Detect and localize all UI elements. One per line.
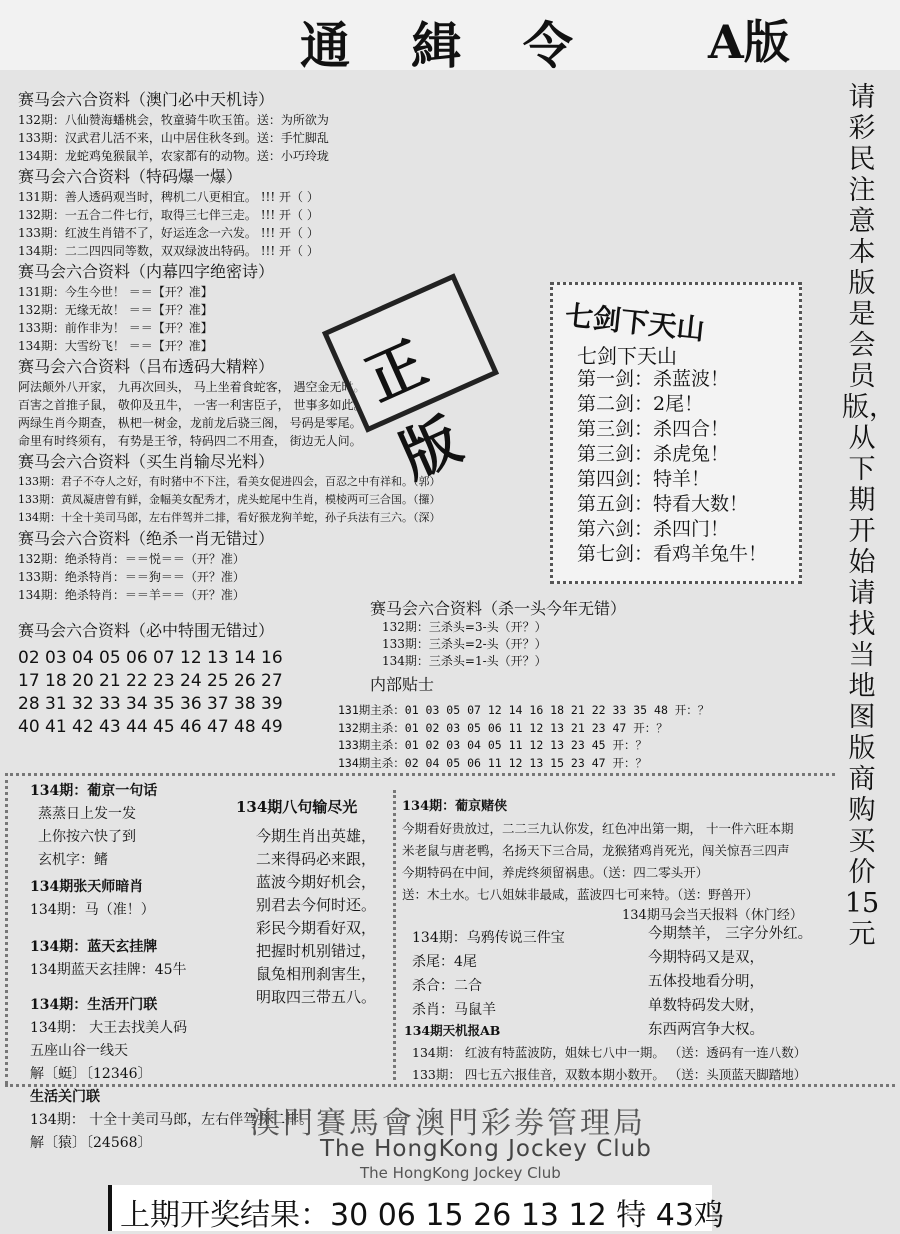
number-cell: 36 [180,694,202,714]
seven-swords-subtitle: 七剑下天山 [577,344,677,368]
bottom-mid-column [236,796,376,1009]
number-cell: 32 [72,694,94,714]
column-line: 把握时机别错过， [256,942,377,960]
column-line: 上你按六快了到 [38,829,136,845]
section-title: 赛马会六合资料（必中特围无错过） [18,621,275,640]
number-cell: 02 [18,648,40,668]
number-cell: 45 [153,717,175,737]
divider [5,773,8,1084]
org-name-en-echo: The HongKong Jockey Club [360,1164,561,1182]
number-row [18,647,288,670]
number-cell: 06 [126,648,148,668]
crow-line: 杀尾：4尾 [412,954,477,970]
number-cell: 13 [207,648,229,668]
column-line: 134期张天师暗肖 [30,879,144,895]
number-cell: 46 [180,717,202,737]
masthead-title: 通 緝 令 [300,17,595,75]
sword-line: 第三剑：杀四合！ [577,418,730,440]
section-title: 赛马会六合资料（特码爆一爆） [18,167,243,186]
section-title: 赛马会六合资料（内幕四字绝密诗） [18,262,275,281]
column-line: 解〔猿〕〔24568〕 [30,1135,152,1151]
section-line: 133期：绝杀特肖：＝＝狗＝＝（开？准） [18,570,245,584]
column-line: 明取四三带五八。 [256,988,377,1006]
column-title: 134期八句输尽光 [236,798,358,816]
number-cell: 37 [207,694,229,714]
column-line: 五座山谷一线天 [30,1043,128,1059]
column-line: 生活关门联 [30,1089,100,1105]
section-title: 赛马会六合资料（澳门必中天机诗） [18,90,275,109]
ab-section [404,1020,806,1086]
number-cell: 41 [45,717,67,737]
column-line: 今期生肖出英雄， [256,827,377,845]
number-row [18,716,288,739]
number-cell: 40 [18,717,40,737]
section-line: 132期：八仙赞海蟠桃会，牧童骑牛吹玉笛。送：为所欲为 [18,113,329,127]
report-line: 东西两宫争大权。 [648,1022,764,1038]
sword-line: 第一剑：杀蓝波！ [577,368,730,390]
inside-tips-lines [338,702,709,772]
number-cell: 47 [207,717,229,737]
inside-tips-title: 内部贴士 [370,675,435,694]
number-cell: 48 [234,717,256,737]
must-hit-section [18,618,288,739]
column-line: 134期蓝天玄挂牌：45牛 [30,962,187,978]
column-line: 134期：葡京一句话 [30,783,158,799]
column-line: 米老鼠与唐老鸭，名扬天下三合局，龙猴猪鸡肖死光，闯关惊吾三四声 [402,843,790,858]
number-cell: 12 [180,648,202,668]
seven-swords-box [550,282,802,584]
number-cell: 04 [72,648,94,668]
number-cell: 38 [234,694,256,714]
org-name-cn: 澳門賽馬會澳門彩劵管理局 [250,1106,646,1141]
number-cell: 05 [99,648,121,668]
sword-line: 第六剑：杀四门！ [577,518,730,540]
section-line: 133期：红波生肖错不了，好运连念一六发。 !!! 开（ ） [18,226,319,240]
number-cell: 23 [153,671,175,691]
number-cell: 31 [45,694,67,714]
section-line: 133期：汉武君儿活不来，山中居住秋冬到。送：手忙脚乱 [18,131,329,145]
number-cell: 24 [180,671,202,691]
vertical-notice: 请彩民注意本版是会员版，从下期开始请找当地图版商购买价15元 [842,82,896,950]
number-row [18,670,288,693]
column-line: 鼠兔相刑刹害生， [256,965,377,983]
section-line: 132期：一五合二件七行，取得三七伴三走。 !!! 开（ ） [18,208,319,222]
number-cell: 43 [99,717,121,737]
column-line: 玄机字：鳍 [38,852,108,868]
number-cell: 18 [45,671,67,691]
section-title: 赛马会六合资料（绝杀一肖无错过） [18,529,275,548]
ab-title: 134期天机报AB [404,1023,501,1038]
number-cell: 26 [234,671,256,691]
section-line: 134期：绝杀特肖：＝＝羊＝＝（开？准） [18,588,245,602]
section-line: 两绿生肖今期查， 枞杷一树金，龙前龙后骁三阁， 号码是零尾。 [18,416,362,430]
divider [5,773,835,776]
report-line: 今期特码又是双， [648,950,764,966]
section-title: 赛马会六合资料（杀一头今年无错） [370,599,627,618]
column-line: 送：木土水。七八姐妹非最咸，蓝波四七可来特。（送：野兽开） [402,887,759,902]
sword-line: 第二剑：2尾！ [577,393,704,415]
number-cell: 39 [261,694,283,714]
section-line: 131期：今生今世！ ＝＝【开？准】 [18,285,213,299]
number-cell: 17 [18,671,40,691]
number-cell: 22 [126,671,148,691]
number-cell: 33 [99,694,121,714]
number-cell: 42 [72,717,94,737]
column-line: 134期： 十全十美司马郎，左右伴驾并二排。 [30,1112,314,1128]
edition-label: A版 [708,15,790,69]
section-line: 132期：三杀头=3-头（开？） [382,620,547,634]
section-line: 百害之首推子鼠， 敬仰及丑牛， 一害一利害臣子， 世事多如此。 [18,398,366,412]
tip-line: 133期主杀：01 02 03 04 05 11 12 13 23 45 开：？ [338,738,647,752]
number-cell: 27 [261,671,283,691]
section-title: 赛马会六合资料（买生肖输尽光料） [18,452,275,471]
column-line: 今期看好贵放过，二二三九认你发，红色冲出第一期， 十一件六旺本期 [402,821,794,836]
section-line: 131期：善人透码观当时，稗机二八更相宜。 !!! 开（ ） [18,190,319,204]
sword-line: 第三剑：杀虎兔！ [577,443,730,465]
section-line: 134期：二二四四同等数，双双绿波出特码。 !!! 开（ ） [18,244,319,258]
sword-line: 第七剑：看鸡羊兔牛！ [577,543,768,565]
number-cell: 25 [207,671,229,691]
tip-line: 134期主杀：02 04 05 06 11 12 13 15 23 47 开：？ [338,755,647,770]
stamp-text: 正版 [355,326,477,491]
number-cell: 14 [234,648,256,668]
section-line: 133期：三杀头=2-头（开？） [382,637,547,651]
divider [393,790,396,1080]
number-cell: 03 [45,648,67,668]
column-line: 蒸蒸日上发一发 [38,806,136,822]
column-line: 别君去今何时还。 [256,896,377,914]
section-line: 阿法颠外八开家， 九再次回头， 马上坐着食蛇客， 遇空金无时。 [18,380,366,394]
report-title: 134期马会当天报料（休门经） [622,908,803,923]
section-special-code [18,167,538,260]
seven-swords-heading: 七剑下天山 [563,298,707,347]
crow-title: 134期：乌鸦传说三件宝 [412,930,565,946]
column-line: 解〔蜓〕〔12346〕 [30,1066,152,1082]
column-line: 134期：马（准！） [30,902,155,918]
section-line: 132期：无缘无故！ ＝＝【开？准】 [18,303,213,317]
section-line: 132期：绝杀特肖：＝＝悦＝＝（开？准） [18,552,245,566]
number-row [18,693,288,716]
number-grid [18,647,288,739]
column-line: 134期：生活开门联 [30,997,158,1013]
crow-section [412,926,565,1022]
ab-line: 134期： 红波有特蓝波防，姐妹七八中一期。 （送：透码有一连八数） [412,1045,807,1060]
section-line: 133期：前作非为！ ＝＝【开？准】 [18,321,213,335]
last-result-bar [108,1185,724,1233]
section-poem [18,90,538,165]
kill-head-section [370,596,626,695]
report-line: 单数特码发大财， [648,998,764,1014]
number-cell: 21 [99,671,121,691]
tip-line: 132期主杀：01 02 03 05 06 11 12 13 21 23 47 开：？ [338,720,668,735]
crow-line: 杀合：二合 [412,978,482,994]
sword-line: 第四剑：特羊！ [577,468,711,490]
ab-line: 133期： 四七五六报佳音，双数本期小数开。 （送：头顶蓝天脚踏地） [412,1067,807,1082]
number-cell: 35 [153,694,175,714]
section-line: 134期：三杀头=1-头（开？） [382,654,547,668]
number-cell: 07 [153,648,175,668]
org-name-en: The HongKong Jockey Club [320,1136,652,1162]
number-cell: 28 [18,694,40,714]
number-cell: 34 [126,694,148,714]
number-cell: 49 [261,717,283,737]
number-cell: 44 [126,717,148,737]
section-kill-zodiac [18,529,538,604]
column-line: 134期：蓝天玄挂牌 [30,939,158,955]
last-result-text: 上期开奖结果：30 06 15 26 13 12 特 43鸡 [120,1198,724,1233]
bottom-right-column [402,796,892,906]
section-line: 134期：龙蛇鸡兔猴鼠羊，农家都有的动物。送：小巧玲珑 [18,149,329,163]
column-line: 彩民今期看好双， [256,919,377,937]
section-title: 赛马会六合资料（吕布透码大精粹） [18,357,275,376]
section-line: 134期：大雪纷飞！ ＝＝【开？准】 [18,339,213,353]
crow-line: 杀肖：马鼠羊 [412,1002,496,1018]
section-line: 命里有时终须有， 有势是王爷，特码四二不用查， 街边无人问。 [18,434,362,448]
column-line: 134期： 大王去找美人码 [30,1020,188,1036]
section-line: 133期：黄凤凝唐曾有鲜，金幅美女配秀才，虎头蛇尾中生肖，模棱两可三合国。（攞） [18,493,441,506]
sword-line: 第五剑：特看大数！ [577,493,749,515]
column-line: 今期特码在中间，养虎终须留祸患。（送：四二零头开） [402,865,709,880]
section-line: 133期：君子不夺人之好，有时猪中不下注，看美女促进四会，百忍之中有祥和。（郭） [18,475,441,488]
column-line: 蓝波今期好机会， [256,873,377,891]
number-cell: 20 [72,671,94,691]
number-cell: 16 [261,648,283,668]
tip-line: 131期主杀：01 03 05 07 12 14 16 18 21 22 33 35 48 开：？ [338,703,710,717]
report-line: 五体投地看分明， [648,974,764,990]
column-line: 二来得码必来跟， [256,850,377,868]
section-line: 134期：十全十美司马郎，左右伴驾并二排，看好猴龙狗羊蛇，孙子兵法有三六。（深） [18,511,441,524]
column-title: 134期：葡京赌侠 [402,799,508,814]
report-line: 今期禁羊， 三字分外红。 [648,926,813,942]
